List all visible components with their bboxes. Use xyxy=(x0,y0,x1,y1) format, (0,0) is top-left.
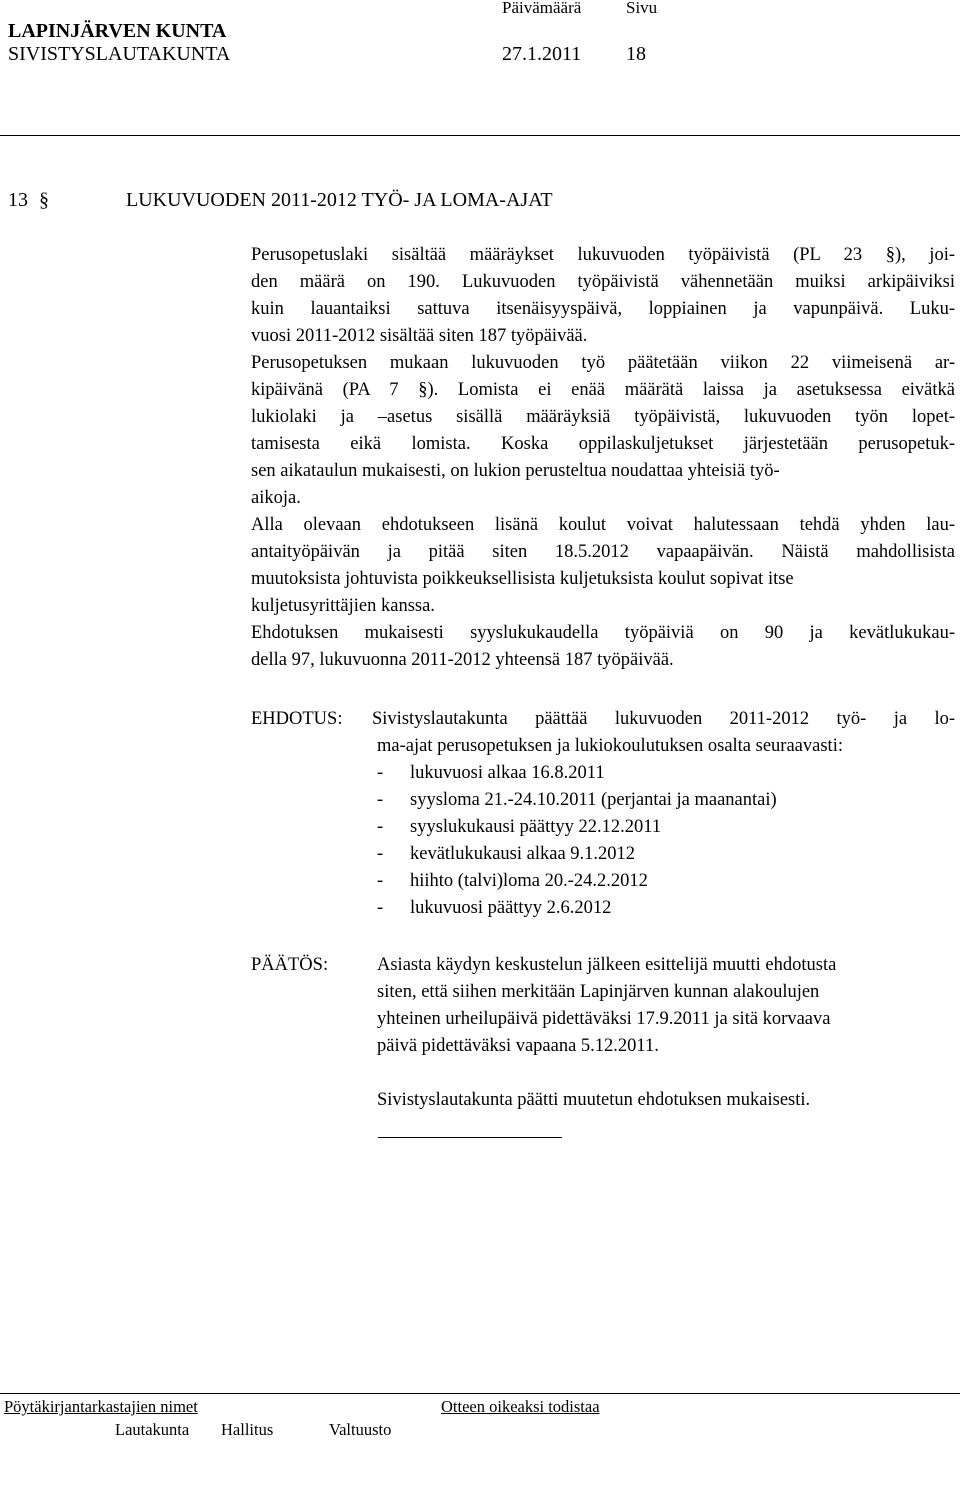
footer-body-lautakunta: Lautakunta xyxy=(115,1420,190,1439)
list-item-text: lukuvuosi alkaa 16.8.2011 xyxy=(410,763,605,783)
body-line: kuljetusyrittäjien kanssa. xyxy=(251,596,435,616)
list-item-text: kevätlukukausi alkaa 9.1.2012 xyxy=(410,844,636,864)
list-dash: - xyxy=(377,817,384,837)
section-number: 13 xyxy=(8,189,28,211)
list-item-text: hiihto (talvi)loma 20.-24.2.2012 xyxy=(410,871,648,891)
footer-divider xyxy=(0,1393,960,1394)
decision-text-line: siten, että siihen merkitään Lapinjärven kunnan alakoulujen xyxy=(377,982,820,1002)
decision-text-line: yhteinen urheilupäivä pidettäväksi 17.9.2011 ja sitä korvaava xyxy=(377,1009,831,1029)
proposal-list-item xyxy=(377,841,635,868)
list-dash: - xyxy=(377,790,384,810)
decision-label: PÄÄTÖS: xyxy=(251,955,329,975)
list-dash: - xyxy=(377,763,384,783)
footer-body-valtuusto: Valtuusto xyxy=(329,1420,392,1439)
date-value: 27.1.2011 xyxy=(502,43,582,65)
proposal-text-line: Sivistyslautakunta päättää lukuvuoden 2011-2012 työ- ja lo- xyxy=(372,709,955,729)
body-line: vuosi 2011-2012 sisältää siten 187 työpäivää. xyxy=(251,326,588,346)
proposal-list-item xyxy=(377,787,777,814)
proposal-list-item xyxy=(377,868,648,895)
body-line: sen aikataulun mukaisesti, on lukion perusteltua noudattaa yhteisiä työ- xyxy=(251,461,780,481)
body-line: tamisesta eikä lomista. Koska oppilaskuljetukset järjestetään perusopetuk- xyxy=(251,434,955,454)
body-line: della 97, lukuvuonna 2011-2012 yhteensä 187 työpäivää. xyxy=(251,650,674,670)
list-item-text: syysloma 21.-24.10.2011 (perjantai ja maanantai) xyxy=(410,790,777,810)
decision-text-line: Asiasta käydyn keskustelun jälkeen esittelijä muutti ehdotusta xyxy=(377,955,837,975)
body-line: lukiolaki ja –asetus sisällä määräyksiä työpäivistä, lukuvuoden työn lopet- xyxy=(251,407,955,427)
body-line: Perusopetuksen mukaan lukuvuoden työ päätetään viikon 22 viimeisenä ar- xyxy=(251,353,955,373)
page-label: Sivu xyxy=(626,0,658,17)
body-line: Alla olevaan ehdotukseen lisänä koulut voivat halutessaan tehdä yhden lau- xyxy=(251,515,955,535)
section-title: LUKUVUODEN 2011-2012 TYÖ- JA LOMA-AJAT xyxy=(126,189,553,211)
org-name: LAPINJÄRVEN KUNTA xyxy=(8,20,227,42)
proposal-label: EHDOTUS: xyxy=(251,709,343,729)
list-dash: - xyxy=(377,844,384,864)
list-dash: - xyxy=(377,871,384,891)
body-line: antaityöpäivän ja pitää siten 18.5.2012 vapaapäivän. Näistä mahdollisista xyxy=(251,542,955,562)
body-line: aikoja. xyxy=(251,488,301,508)
footer-body-hallitus: Hallitus xyxy=(221,1420,274,1439)
list-item-text: lukuvuosi päättyy 2.6.2012 xyxy=(410,898,612,918)
body-line: kuin lauantaiksi sattuva itsenäisyyspäivä, loppiainen ja vapunpäivä. Luku- xyxy=(251,299,955,319)
signature-rule xyxy=(378,1137,562,1138)
proposal-list-item xyxy=(377,814,661,841)
body-line: muutoksista johtuvista poikkeuksellisista kuljetuksista koulut sopivat itse xyxy=(251,569,794,589)
body-line: Ehdotuksen mukaisesti syyslukukaudella työpäiviä on 90 ja kevätlukukau- xyxy=(251,623,955,643)
body-line: den määrä on 190. Lukuvuoden työpäivistä vähennetään muiksi arkipäiviksi xyxy=(251,272,955,292)
decision-final-line: Sivistyslautakunta päätti muutetun ehdotuksen mukaisesti. xyxy=(377,1090,811,1110)
section-sign: § xyxy=(39,189,49,211)
proposal-list-item xyxy=(377,760,605,787)
board-name: SIVISTYSLAUTAKUNTA xyxy=(8,43,231,65)
body-line: Perusopetuslaki sisältää määräykset lukuvuoden työpäivistä (PL 23 §), joi- xyxy=(251,245,955,265)
proposal-list-item xyxy=(377,895,611,922)
list-item-text: syyslukukausi päättyy 22.12.2011 xyxy=(410,817,662,837)
date-label: Päivämäärä xyxy=(502,0,582,17)
body-line: kipäivänä (PA 7 §). Lomista ei enää määrätä laissa ja asetuksessa eivätkä xyxy=(251,380,955,400)
checkers-label: Pöytäkirjantarkastajien nimet xyxy=(4,1397,198,1416)
proposal-text-line: ma-ajat perusopetuksen ja lukiokoulutuksen osalta seuraavasti: xyxy=(377,736,843,756)
page-number: 18 xyxy=(626,43,646,65)
decision-text-line: päivä pidettäväksi vapaana 5.12.2011. xyxy=(377,1036,659,1056)
list-dash: - xyxy=(377,898,384,918)
header-divider xyxy=(0,135,960,136)
certified-label: Otteen oikeaksi todistaa xyxy=(441,1397,600,1416)
